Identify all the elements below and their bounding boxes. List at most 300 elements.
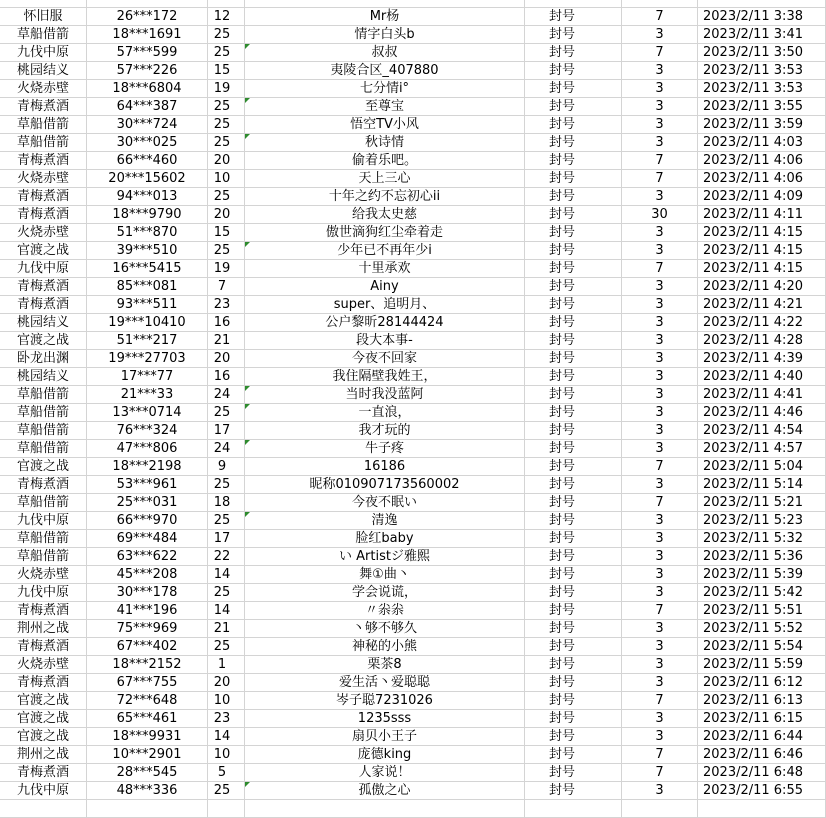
player-id-cell[interactable]: 65***461 xyxy=(87,710,208,728)
server-cell[interactable]: 青梅煮酒 xyxy=(0,638,87,656)
level-cell[interactable]: 25 xyxy=(208,476,245,494)
server-cell[interactable] xyxy=(0,0,87,8)
player-id-cell[interactable]: 18***9790 xyxy=(87,206,208,224)
level-cell[interactable]: 18 xyxy=(208,494,245,512)
level-cell[interactable]: 25 xyxy=(208,188,245,206)
player-id-cell[interactable]: 57***226 xyxy=(87,62,208,80)
ban-days-cell[interactable]: 7 xyxy=(622,170,698,188)
status-cell[interactable]: 封号 xyxy=(525,530,622,548)
nickname-cell[interactable]: 脸红baby xyxy=(245,530,525,548)
timestamp-cell[interactable]: 2023/2/11 4:06 xyxy=(698,170,826,188)
server-cell[interactable]: 草船借箭 xyxy=(0,26,87,44)
server-cell[interactable]: 怀旧服 xyxy=(0,8,87,26)
server-cell[interactable]: 草船借箭 xyxy=(0,548,87,566)
status-cell[interactable]: 封号 xyxy=(525,566,622,584)
nickname-cell[interactable]: 我才玩的 xyxy=(245,422,525,440)
nickname-cell[interactable] xyxy=(245,800,525,818)
status-cell[interactable] xyxy=(525,0,622,8)
level-cell[interactable]: 14 xyxy=(208,566,245,584)
server-cell[interactable]: 草船借箭 xyxy=(0,422,87,440)
level-cell[interactable]: 25 xyxy=(208,638,245,656)
timestamp-cell[interactable]: 2023/2/11 4:57 xyxy=(698,440,826,458)
ban-days-cell[interactable]: 3 xyxy=(622,278,698,296)
ban-days-cell[interactable]: 3 xyxy=(622,548,698,566)
ban-days-cell[interactable]: 3 xyxy=(622,386,698,404)
ban-days-cell[interactable]: 3 xyxy=(622,350,698,368)
player-id-cell[interactable]: 19***10410 xyxy=(87,314,208,332)
server-cell[interactable]: 草船借箭 xyxy=(0,134,87,152)
player-id-cell[interactable]: 18***6804 xyxy=(87,80,208,98)
server-cell[interactable]: 青梅煮酒 xyxy=(0,278,87,296)
level-cell[interactable]: 19 xyxy=(208,80,245,98)
ban-days-cell[interactable]: 3 xyxy=(622,332,698,350)
timestamp-cell[interactable]: 2023/2/11 4:15 xyxy=(698,242,826,260)
server-cell[interactable]: 官渡之战 xyxy=(0,692,87,710)
player-id-cell[interactable]: 75***969 xyxy=(87,620,208,638)
level-cell[interactable]: 24 xyxy=(208,440,245,458)
status-cell[interactable]: 封号 xyxy=(525,314,622,332)
server-cell[interactable]: 草船借箭 xyxy=(0,386,87,404)
server-cell[interactable]: 青梅煮酒 xyxy=(0,476,87,494)
status-cell[interactable]: 封号 xyxy=(525,404,622,422)
player-id-cell[interactable]: 41***196 xyxy=(87,602,208,620)
timestamp-cell[interactable]: 2023/2/11 6:12 xyxy=(698,674,826,692)
status-cell[interactable]: 封号 xyxy=(525,548,622,566)
ban-days-cell[interactable]: 3 xyxy=(622,98,698,116)
timestamp-cell[interactable]: 2023/2/11 5:32 xyxy=(698,530,826,548)
player-id-cell[interactable]: 72***648 xyxy=(87,692,208,710)
player-id-cell[interactable]: 20***15602 xyxy=(87,170,208,188)
nickname-cell[interactable]: Ainy xyxy=(245,278,525,296)
nickname-cell[interactable]: 少年已不再年少i xyxy=(245,242,525,260)
level-cell[interactable]: 25 xyxy=(208,26,245,44)
player-id-cell[interactable]: 13***0714 xyxy=(87,404,208,422)
status-cell[interactable]: 封号 xyxy=(525,638,622,656)
status-cell[interactable]: 封号 xyxy=(525,494,622,512)
server-cell[interactable]: 卧龙出渊 xyxy=(0,350,87,368)
timestamp-cell[interactable]: 2023/2/11 5:52 xyxy=(698,620,826,638)
status-cell[interactable]: 封号 xyxy=(525,656,622,674)
player-id-cell[interactable]: 18***9931 xyxy=(87,728,208,746)
level-cell[interactable]: 25 xyxy=(208,116,245,134)
player-id-cell[interactable]: 51***217 xyxy=(87,332,208,350)
level-cell[interactable]: 16 xyxy=(208,368,245,386)
timestamp-cell[interactable]: 2023/2/11 5:39 xyxy=(698,566,826,584)
level-cell[interactable]: 19 xyxy=(208,260,245,278)
timestamp-cell[interactable]: 2023/2/11 5:51 xyxy=(698,602,826,620)
level-cell[interactable]: 20 xyxy=(208,350,245,368)
timestamp-cell[interactable]: 2023/2/11 5:59 xyxy=(698,656,826,674)
server-cell[interactable]: 青梅煮酒 xyxy=(0,674,87,692)
level-cell[interactable]: 10 xyxy=(208,692,245,710)
timestamp-cell[interactable]: 2023/2/11 4:46 xyxy=(698,404,826,422)
level-cell[interactable]: 14 xyxy=(208,728,245,746)
ban-days-cell[interactable]: 3 xyxy=(622,296,698,314)
server-cell[interactable]: 桃园结义 xyxy=(0,62,87,80)
level-cell[interactable]: 21 xyxy=(208,620,245,638)
nickname-cell[interactable]: 至尊宝 xyxy=(245,98,525,116)
status-cell[interactable]: 封号 xyxy=(525,134,622,152)
timestamp-cell[interactable]: 2023/2/11 5:23 xyxy=(698,512,826,530)
level-cell[interactable]: 25 xyxy=(208,512,245,530)
timestamp-cell[interactable]: 2023/2/11 4:20 xyxy=(698,278,826,296)
ban-days-cell[interactable]: 3 xyxy=(622,224,698,242)
nickname-cell[interactable]: 昵称010907173560002 xyxy=(245,476,525,494)
player-id-cell[interactable]: 93***511 xyxy=(87,296,208,314)
timestamp-cell[interactable]: 2023/2/11 5:42 xyxy=(698,584,826,602)
status-cell[interactable]: 封号 xyxy=(525,98,622,116)
nickname-cell[interactable]: 扇贝小王子 xyxy=(245,728,525,746)
player-id-cell[interactable]: 19***27703 xyxy=(87,350,208,368)
status-cell[interactable]: 封号 xyxy=(525,296,622,314)
player-id-cell[interactable]: 94***013 xyxy=(87,188,208,206)
ban-days-cell[interactable]: 3 xyxy=(622,620,698,638)
ban-days-cell[interactable]: 7 xyxy=(622,152,698,170)
timestamp-cell[interactable]: 2023/2/11 6:55 xyxy=(698,782,826,800)
player-id-cell[interactable]: 18***2198 xyxy=(87,458,208,476)
level-cell[interactable]: 23 xyxy=(208,710,245,728)
status-cell[interactable]: 封号 xyxy=(525,188,622,206)
server-cell[interactable]: 火烧赤壁 xyxy=(0,566,87,584)
ban-days-cell[interactable]: 3 xyxy=(622,566,698,584)
nickname-cell[interactable]: 清逸 xyxy=(245,512,525,530)
ban-days-cell[interactable]: 7 xyxy=(622,458,698,476)
timestamp-cell[interactable]: 2023/2/11 3:41 xyxy=(698,26,826,44)
status-cell[interactable]: 封号 xyxy=(525,386,622,404)
server-cell[interactable]: 官渡之战 xyxy=(0,728,87,746)
timestamp-cell[interactable] xyxy=(698,800,826,818)
timestamp-cell[interactable]: 2023/2/11 6:13 xyxy=(698,692,826,710)
timestamp-cell[interactable]: 2023/2/11 4:11 xyxy=(698,206,826,224)
player-id-cell[interactable]: 63***622 xyxy=(87,548,208,566)
nickname-cell[interactable]: 人家说！ xyxy=(245,764,525,782)
level-cell[interactable]: 7 xyxy=(208,278,245,296)
player-id-cell[interactable]: 39***510 xyxy=(87,242,208,260)
player-id-cell[interactable]: 21***33 xyxy=(87,386,208,404)
player-id-cell[interactable]: 69***484 xyxy=(87,530,208,548)
server-cell[interactable]: 青梅煮酒 xyxy=(0,764,87,782)
player-id-cell[interactable]: 67***402 xyxy=(87,638,208,656)
player-id-cell[interactable]: 66***970 xyxy=(87,512,208,530)
nickname-cell[interactable]: 天上三心 xyxy=(245,170,525,188)
server-cell[interactable]: 草船借箭 xyxy=(0,440,87,458)
status-cell[interactable]: 封号 xyxy=(525,746,622,764)
ban-days-cell[interactable]: 3 xyxy=(622,512,698,530)
nickname-cell[interactable]: 孤傲之心 xyxy=(245,782,525,800)
status-cell[interactable]: 封号 xyxy=(525,440,622,458)
level-cell[interactable] xyxy=(208,800,245,818)
status-cell[interactable]: 封号 xyxy=(525,422,622,440)
server-cell[interactable]: 青梅煮酒 xyxy=(0,206,87,224)
player-id-cell[interactable]: 10***2901 xyxy=(87,746,208,764)
nickname-cell[interactable]: 夷陵合区_407880 xyxy=(245,62,525,80)
level-cell[interactable]: 10 xyxy=(208,170,245,188)
timestamp-cell[interactable]: 2023/2/11 4:28 xyxy=(698,332,826,350)
level-cell[interactable]: 20 xyxy=(208,206,245,224)
server-cell[interactable]: 官渡之战 xyxy=(0,242,87,260)
ban-days-cell[interactable]: 3 xyxy=(622,584,698,602)
ban-days-cell[interactable] xyxy=(622,0,698,8)
level-cell[interactable] xyxy=(208,0,245,8)
nickname-cell[interactable]: 爱生活丶爱聪聪 xyxy=(245,674,525,692)
level-cell[interactable]: 25 xyxy=(208,44,245,62)
player-id-cell[interactable]: 30***178 xyxy=(87,584,208,602)
ban-days-cell[interactable] xyxy=(622,800,698,818)
server-cell[interactable] xyxy=(0,800,87,818)
timestamp-cell[interactable]: 2023/2/11 5:14 xyxy=(698,476,826,494)
nickname-cell[interactable]: 傲世滴狗红尘牵着走 xyxy=(245,224,525,242)
status-cell[interactable]: 封号 xyxy=(525,116,622,134)
nickname-cell[interactable]: 七分情i° xyxy=(245,80,525,98)
ban-days-cell[interactable]: 7 xyxy=(622,260,698,278)
nickname-cell[interactable]: 1235sss xyxy=(245,710,525,728)
status-cell[interactable]: 封号 xyxy=(525,26,622,44)
level-cell[interactable]: 25 xyxy=(208,134,245,152)
player-id-cell[interactable]: 64***387 xyxy=(87,98,208,116)
timestamp-cell[interactable]: 2023/2/11 3:50 xyxy=(698,44,826,62)
player-id-cell[interactable]: 18***1691 xyxy=(87,26,208,44)
ban-days-cell[interactable]: 3 xyxy=(622,116,698,134)
ban-days-cell[interactable]: 3 xyxy=(622,314,698,332)
level-cell[interactable]: 17 xyxy=(208,422,245,440)
status-cell[interactable]: 封号 xyxy=(525,170,622,188)
status-cell[interactable]: 封号 xyxy=(525,206,622,224)
level-cell[interactable]: 17 xyxy=(208,530,245,548)
timestamp-cell[interactable]: 2023/2/11 4:21 xyxy=(698,296,826,314)
server-cell[interactable]: 官渡之战 xyxy=(0,332,87,350)
nickname-cell[interactable]: 今夜不回家 xyxy=(245,350,525,368)
server-cell[interactable]: 火烧赤壁 xyxy=(0,224,87,242)
server-cell[interactable]: 草船借箭 xyxy=(0,116,87,134)
player-id-cell[interactable]: 30***724 xyxy=(87,116,208,134)
level-cell[interactable]: 1 xyxy=(208,656,245,674)
timestamp-cell[interactable]: 2023/2/11 4:41 xyxy=(698,386,826,404)
player-id-cell[interactable] xyxy=(87,800,208,818)
nickname-cell[interactable]: 学会说谎， xyxy=(245,584,525,602)
server-cell[interactable]: 草船借箭 xyxy=(0,404,87,422)
nickname-cell[interactable]: 段大本事- xyxy=(245,332,525,350)
ban-days-cell[interactable]: 3 xyxy=(622,476,698,494)
timestamp-cell[interactable]: 2023/2/11 6:48 xyxy=(698,764,826,782)
nickname-cell[interactable]: super、追明月、 xyxy=(245,296,525,314)
status-cell[interactable]: 封号 xyxy=(525,224,622,242)
status-cell[interactable]: 封号 xyxy=(525,782,622,800)
ban-days-cell[interactable]: 7 xyxy=(622,746,698,764)
server-cell[interactable]: 青梅煮酒 xyxy=(0,188,87,206)
timestamp-cell[interactable]: 2023/2/11 6:44 xyxy=(698,728,826,746)
timestamp-cell[interactable]: 2023/2/11 4:03 xyxy=(698,134,826,152)
ban-days-cell[interactable]: 7 xyxy=(622,44,698,62)
level-cell[interactable]: 23 xyxy=(208,296,245,314)
level-cell[interactable]: 22 xyxy=(208,548,245,566)
nickname-cell[interactable]: 岑子聪7231026 xyxy=(245,692,525,710)
ban-days-cell[interactable]: 3 xyxy=(622,530,698,548)
nickname-cell[interactable]: 我住隔壁我姓王， xyxy=(245,368,525,386)
ban-days-cell[interactable]: 3 xyxy=(622,242,698,260)
timestamp-cell[interactable]: 2023/2/11 5:21 xyxy=(698,494,826,512)
player-id-cell[interactable]: 53***961 xyxy=(87,476,208,494)
nickname-cell[interactable]: 〃尜尜 xyxy=(245,602,525,620)
player-id-cell[interactable]: 48***336 xyxy=(87,782,208,800)
nickname-cell[interactable]: 十年之约不忘初心ii xyxy=(245,188,525,206)
status-cell[interactable]: 封号 xyxy=(525,368,622,386)
player-id-cell[interactable] xyxy=(87,0,208,8)
status-cell[interactable]: 封号 xyxy=(525,674,622,692)
nickname-cell[interactable]: 情字白头b xyxy=(245,26,525,44)
status-cell[interactable]: 封号 xyxy=(525,332,622,350)
ban-days-cell[interactable]: 30 xyxy=(622,206,698,224)
status-cell[interactable]: 封号 xyxy=(525,602,622,620)
status-cell[interactable]: 封号 xyxy=(525,260,622,278)
status-cell[interactable]: 封号 xyxy=(525,692,622,710)
timestamp-cell[interactable]: 2023/2/11 3:59 xyxy=(698,116,826,134)
server-cell[interactable]: 青梅煮酒 xyxy=(0,602,87,620)
ban-days-cell[interactable]: 7 xyxy=(622,602,698,620)
level-cell[interactable]: 24 xyxy=(208,386,245,404)
player-id-cell[interactable]: 25***031 xyxy=(87,494,208,512)
timestamp-cell[interactable]: 2023/2/11 4:09 xyxy=(698,188,826,206)
player-id-cell[interactable]: 76***324 xyxy=(87,422,208,440)
timestamp-cell[interactable]: 2023/2/11 3:53 xyxy=(698,80,826,98)
nickname-cell[interactable]: 一直浪， xyxy=(245,404,525,422)
status-cell[interactable]: 封号 xyxy=(525,80,622,98)
player-id-cell[interactable]: 51***870 xyxy=(87,224,208,242)
server-cell[interactable]: 火烧赤壁 xyxy=(0,170,87,188)
level-cell[interactable]: 14 xyxy=(208,602,245,620)
level-cell[interactable]: 10 xyxy=(208,746,245,764)
level-cell[interactable]: 9 xyxy=(208,458,245,476)
nickname-cell[interactable]: 舞①曲丶 xyxy=(245,566,525,584)
player-id-cell[interactable]: 16***5415 xyxy=(87,260,208,278)
timestamp-cell[interactable] xyxy=(698,0,826,8)
level-cell[interactable]: 25 xyxy=(208,584,245,602)
server-cell[interactable]: 荆州之战 xyxy=(0,620,87,638)
timestamp-cell[interactable]: 2023/2/11 3:53 xyxy=(698,62,826,80)
player-id-cell[interactable]: 45***208 xyxy=(87,566,208,584)
status-cell[interactable]: 封号 xyxy=(525,278,622,296)
server-cell[interactable]: 九伐中原 xyxy=(0,44,87,62)
ban-days-cell[interactable]: 3 xyxy=(622,638,698,656)
level-cell[interactable]: 15 xyxy=(208,224,245,242)
timestamp-cell[interactable]: 2023/2/11 4:15 xyxy=(698,260,826,278)
server-cell[interactable]: 火烧赤壁 xyxy=(0,656,87,674)
nickname-cell[interactable]: 今夜不眠い xyxy=(245,494,525,512)
timestamp-cell[interactable]: 2023/2/11 5:04 xyxy=(698,458,826,476)
level-cell[interactable]: 21 xyxy=(208,332,245,350)
ban-days-cell[interactable]: 3 xyxy=(622,188,698,206)
level-cell[interactable]: 20 xyxy=(208,152,245,170)
ban-days-cell[interactable]: 3 xyxy=(622,62,698,80)
nickname-cell[interactable]: 当时我没蓝阿 xyxy=(245,386,525,404)
timestamp-cell[interactable]: 2023/2/11 4:54 xyxy=(698,422,826,440)
player-id-cell[interactable]: 66***460 xyxy=(87,152,208,170)
ban-days-cell[interactable]: 3 xyxy=(622,710,698,728)
server-cell[interactable]: 草船借箭 xyxy=(0,530,87,548)
ban-days-cell[interactable]: 7 xyxy=(622,494,698,512)
status-cell[interactable]: 封号 xyxy=(525,476,622,494)
timestamp-cell[interactable]: 2023/2/11 4:39 xyxy=(698,350,826,368)
timestamp-cell[interactable]: 2023/2/11 5:36 xyxy=(698,548,826,566)
ban-days-cell[interactable]: 3 xyxy=(622,80,698,98)
level-cell[interactable]: 5 xyxy=(208,764,245,782)
ban-days-cell[interactable]: 3 xyxy=(622,656,698,674)
status-cell[interactable]: 封号 xyxy=(525,242,622,260)
status-cell[interactable]: 封号 xyxy=(525,458,622,476)
status-cell[interactable]: 封号 xyxy=(525,620,622,638)
nickname-cell[interactable]: 牛子疼 xyxy=(245,440,525,458)
timestamp-cell[interactable]: 2023/2/11 4:22 xyxy=(698,314,826,332)
nickname-cell[interactable]: 公户黎昕28144424 xyxy=(245,314,525,332)
ban-days-cell[interactable]: 3 xyxy=(622,422,698,440)
ban-days-cell[interactable]: 7 xyxy=(622,764,698,782)
timestamp-cell[interactable]: 2023/2/11 4:06 xyxy=(698,152,826,170)
server-cell[interactable]: 九伐中原 xyxy=(0,782,87,800)
status-cell[interactable]: 封号 xyxy=(525,62,622,80)
timestamp-cell[interactable]: 2023/2/11 4:40 xyxy=(698,368,826,386)
level-cell[interactable]: 25 xyxy=(208,404,245,422)
server-cell[interactable]: 桃园结义 xyxy=(0,368,87,386)
nickname-cell[interactable]: 庞德king xyxy=(245,746,525,764)
timestamp-cell[interactable]: 2023/2/11 3:55 xyxy=(698,98,826,116)
nickname-cell[interactable]: Mr杨 xyxy=(245,8,525,26)
ban-days-cell[interactable]: 3 xyxy=(622,728,698,746)
timestamp-cell[interactable]: 2023/2/11 6:46 xyxy=(698,746,826,764)
server-cell[interactable]: 青梅煮酒 xyxy=(0,98,87,116)
timestamp-cell[interactable]: 2023/2/11 6:15 xyxy=(698,710,826,728)
status-cell[interactable]: 封号 xyxy=(525,584,622,602)
status-cell[interactable]: 封号 xyxy=(525,710,622,728)
player-id-cell[interactable]: 85***081 xyxy=(87,278,208,296)
server-cell[interactable]: 桃园结义 xyxy=(0,314,87,332)
nickname-cell[interactable]: 神秘的小熊 xyxy=(245,638,525,656)
ban-days-cell[interactable]: 7 xyxy=(622,8,698,26)
ban-days-cell[interactable]: 3 xyxy=(622,26,698,44)
server-cell[interactable]: 荆州之战 xyxy=(0,746,87,764)
player-id-cell[interactable]: 30***025 xyxy=(87,134,208,152)
nickname-cell[interactable]: 栗茶8 xyxy=(245,656,525,674)
ban-days-cell[interactable]: 3 xyxy=(622,368,698,386)
level-cell[interactable]: 15 xyxy=(208,62,245,80)
player-id-cell[interactable]: 67***755 xyxy=(87,674,208,692)
timestamp-cell[interactable]: 2023/2/11 4:15 xyxy=(698,224,826,242)
level-cell[interactable]: 16 xyxy=(208,314,245,332)
level-cell[interactable]: 25 xyxy=(208,98,245,116)
nickname-cell[interactable]: 丶够不够久 xyxy=(245,620,525,638)
status-cell[interactable]: 封号 xyxy=(525,728,622,746)
status-cell[interactable]: 封号 xyxy=(525,512,622,530)
ban-days-cell[interactable]: 3 xyxy=(622,134,698,152)
ban-days-cell[interactable]: 7 xyxy=(622,692,698,710)
status-cell[interactable]: 封号 xyxy=(525,350,622,368)
level-cell[interactable]: 25 xyxy=(208,782,245,800)
level-cell[interactable]: 25 xyxy=(208,242,245,260)
status-cell[interactable]: 封号 xyxy=(525,764,622,782)
status-cell[interactable] xyxy=(525,800,622,818)
ban-days-cell[interactable]: 3 xyxy=(622,440,698,458)
nickname-cell[interactable]: 悟空TV小风 xyxy=(245,116,525,134)
player-id-cell[interactable]: 57***599 xyxy=(87,44,208,62)
server-cell[interactable]: 九伐中原 xyxy=(0,584,87,602)
level-cell[interactable]: 20 xyxy=(208,674,245,692)
nickname-cell[interactable]: 偷着乐吧。 xyxy=(245,152,525,170)
status-cell[interactable]: 封号 xyxy=(525,8,622,26)
nickname-cell[interactable]: い Artistジ雅熙 xyxy=(245,548,525,566)
player-id-cell[interactable]: 28***545 xyxy=(87,764,208,782)
server-cell[interactable]: 官渡之战 xyxy=(0,710,87,728)
ban-days-cell[interactable]: 3 xyxy=(622,404,698,422)
nickname-cell[interactable]: 给我太史慈 xyxy=(245,206,525,224)
nickname-cell[interactable] xyxy=(245,0,525,8)
